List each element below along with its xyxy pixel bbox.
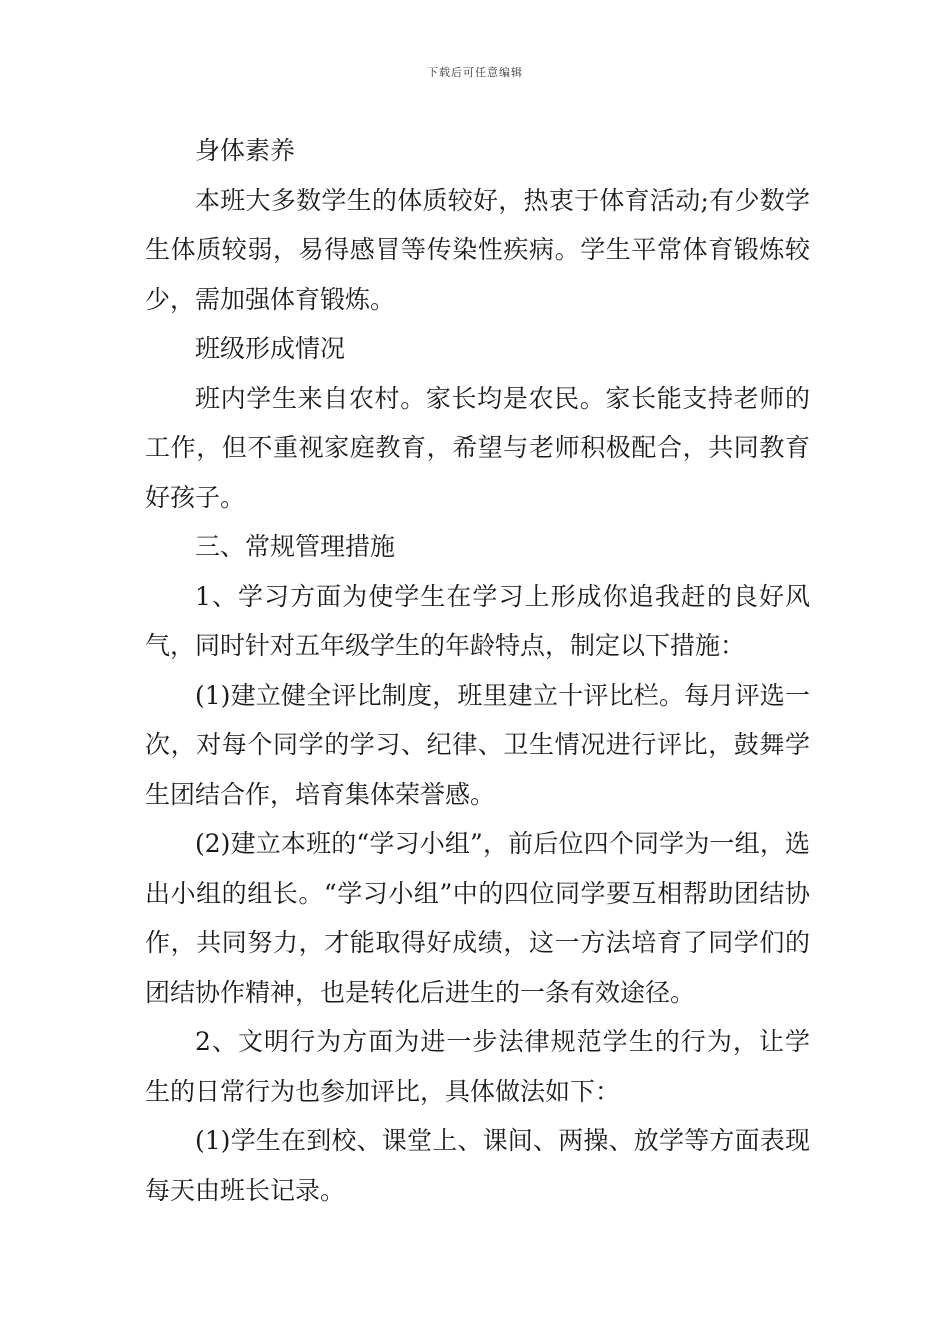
- paragraph-physical-quality: 本班大多数学生的体质较好，热衷于体育活动;有少数学生体质较弱，易得感冒等传染性疾病。学生平常体育锻炼较少，需加强体育锻炼。: [145, 185, 810, 314]
- page-header-note: 下载后可任意编辑: [427, 66, 523, 79]
- paragraph-study-groups: (2)建立本班的“学习小组”，前后位四个同学为一组，选出小组的组长。“学习小组”中的四位同学要互相帮助团结协作，共同努力，才能取得好成绩，这一方法培育了同学们的团结协作精神，也是转化后进生的一条有效途径。: [145, 829, 810, 1007]
- paragraph-study-aspect: 1、学习方面为使学生在学习上形成你追我赶的良好风气，同时针对五年级学生的年龄特点，制定以下措施：: [145, 581, 810, 660]
- paragraph-evaluation-system: (1)建立健全评比制度，班里建立十评比栏。每月评选一次，对每个同学的学习、纪律、卫生情况进行评比，鼓舞学生团结合作，培育集体荣誉感。: [145, 680, 810, 809]
- heading-routine-management: 三、常规管理措施: [195, 532, 396, 561]
- paragraph-daily-record: (1)学生在到校、课堂上、课间、两操、放学等方面表现每天由班长记录。: [145, 1126, 810, 1205]
- paragraph-civilized-behavior: 2、文明行为方面为进一步法律规范学生的行为，让学生的日常行为也参加评比，具体做法如下：: [145, 1027, 810, 1106]
- paragraph-class-formation: 班内学生来自农村。家长均是农民。家长能支持老师的工作，但不重视家庭教育，希望与老师积极配合，共同教育好孩子。: [145, 383, 810, 512]
- heading-physical-quality: 身体素养: [195, 136, 296, 165]
- document-body: [145, 126, 810, 1215]
- heading-class-formation: 班级形成情况: [195, 334, 346, 363]
